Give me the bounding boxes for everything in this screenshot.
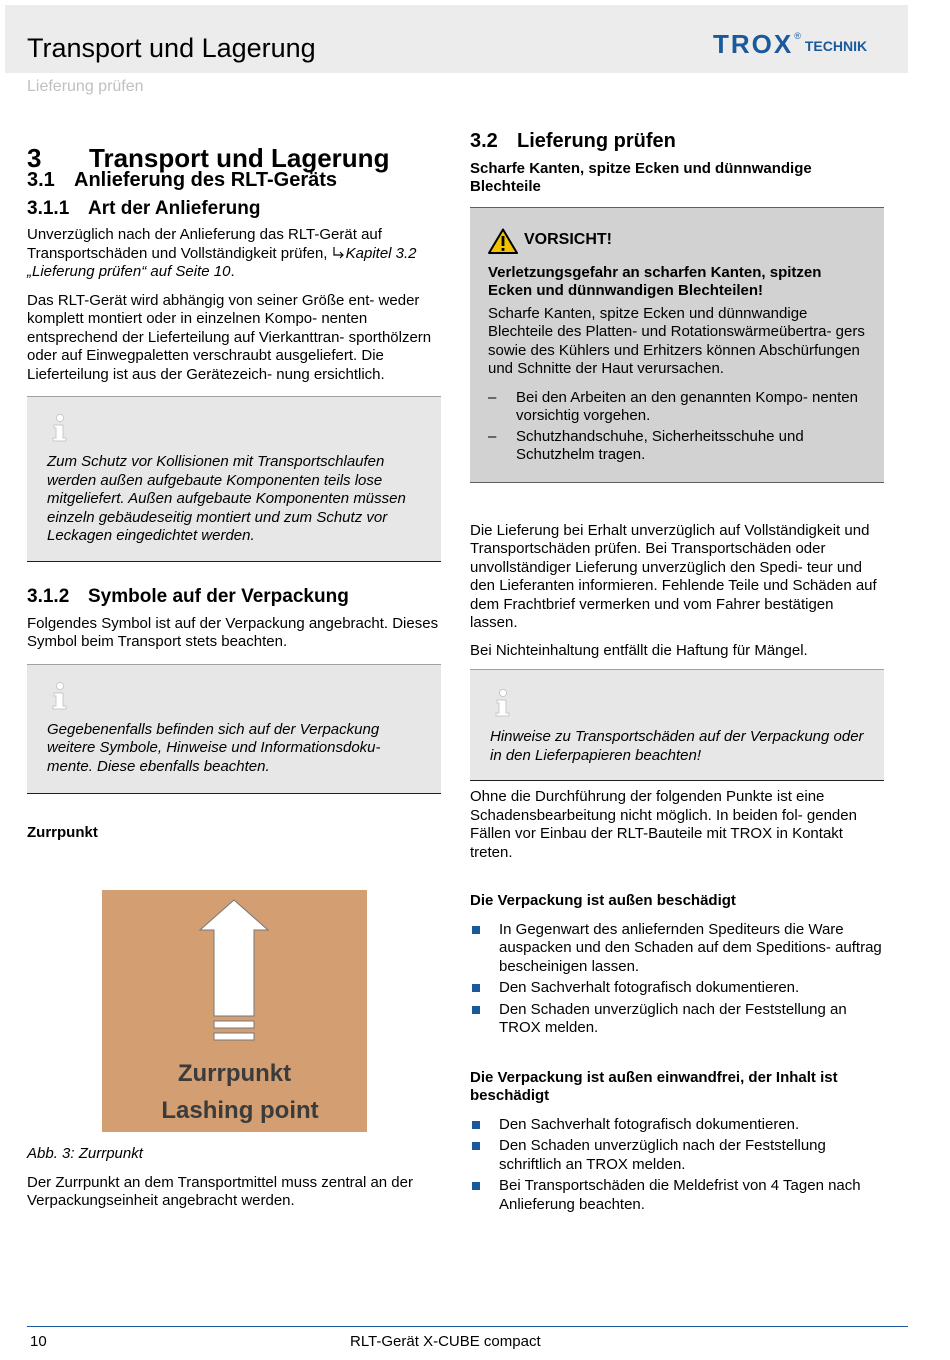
outer-damage-heading: Die Verpackung ist außen beschädigt [470, 892, 736, 909]
list-item [470, 1137, 884, 1174]
info-icon [47, 681, 69, 711]
warning-box [470, 207, 884, 483]
delivery-text: Unverzüglich nach der Anlieferung das RLT-Gerät auf Transportschäden und Vollständigkeit prüfen, [27, 226, 382, 262]
info-icon [47, 413, 69, 443]
info-box-transport-damage [470, 669, 884, 781]
delivery-method-paragraph: Das RLT-Gerät wird abhängig von seiner Größe ent- weder komplett montiert oder in einzelnen Kompo- nenten entsprechend der Lieferteilung auf Vierkanttran- sporthölzern oder auf Einwegpaletten verschraubt ausgeliefert. Die Lieferteilung ist aus der Gerätezeich- nung ersichtlich. [27, 291, 432, 383]
list-item: – Bei den Arbeiten an den genannten Kompo- nenten vorsichtig vorgehen. [488, 389, 866, 426]
damage-processing-paragraph: Ohne die Durchführung der folgenden Punkte ist eine Schadensbearbeitung nicht möglich. In beiden fol- genden Fällen vor Einbau der RLT-Bauteile mit TROX in Kontakt treten. [470, 788, 857, 861]
section-number: 3.1 [27, 169, 55, 191]
lashing-label-de: Zurrpunkt [177, 1060, 292, 1087]
bullet-square-icon [470, 1177, 499, 1214]
warning-measures-list [488, 389, 866, 465]
list-item-text: Den Sachverhalt fotografisch dokumentieren. [499, 979, 800, 996]
bullet-square-icon [470, 979, 499, 998]
chapter-title: Transport und Lagerung [89, 142, 390, 173]
chapter-heading [27, 133, 441, 173]
figure-caption-block [27, 1145, 441, 1211]
list-item-text: Den Sachverhalt fotografisch dokumentieren. [499, 1115, 800, 1133]
trox-logo [713, 29, 868, 59]
delivery-text-end: . [230, 263, 235, 280]
warning-header [488, 228, 866, 254]
chapter-number: 3 [27, 142, 42, 173]
lashing-paragraph: Der Zurrpunkt an dem Transportmittel muss zentral an der Verpackungseinheit angebracht werden. [27, 1173, 413, 1209]
footer-divider [27, 1326, 908, 1327]
warning-triangle-icon [488, 228, 518, 254]
section-title: Lieferung prüfen [517, 130, 676, 152]
section-heading-3-2 [470, 132, 884, 151]
list-item [470, 1001, 884, 1038]
inner-damage-list [470, 1116, 884, 1215]
info-text-symbols: Gegebenenfalls befinden sich auf der Verpackung weitere Symbole, Hinweise und Informationsdoku- mente. Diese ebenfalls beachten. [47, 720, 381, 775]
link-arrow-icon [332, 246, 346, 260]
list-item-text: In Gegenwart des anliefernden Spediteurs die Ware auspacken und den Schaden auf dem Speditions- auftrag bescheinigen lassen. [499, 920, 882, 975]
delivery-paragraph [27, 226, 441, 282]
right-column [470, 130, 884, 1217]
subsection-number: 3.1.2 [27, 586, 70, 607]
figure-caption: Abb. 3: Zurrpunkt [27, 1145, 143, 1162]
info-icon [490, 688, 512, 718]
info-text-transport-damage: Hinweise zu Transportschäden auf der Verpackung oder in den Lieferpapieren beachten! [490, 728, 864, 764]
section-title: Anlieferung des RLT-Geräts [74, 169, 338, 191]
document-title: RLT-Gerät X-CUBE compact [350, 1333, 541, 1350]
logo-sub-text: TECHNIK [804, 38, 868, 54]
list-item-text: Bei Transportschäden die Meldefrist von 4 Tagen nach Anlieferung beachten. [499, 1177, 861, 1213]
warning-text: Scharfe Kanten, spitze Ecken und dünnwandige Blechteile des Platten- und Rotationswärmeübertra- gers sowie des Kühlers und Erhitzers können Abschürfungen und Schnitte der Haut verursachen. [488, 304, 865, 377]
left-column [27, 130, 441, 842]
bullet-square-icon [470, 1137, 499, 1174]
zurrpunkt-heading: Zurrpunkt [27, 823, 98, 841]
outer-damage-list [470, 921, 884, 1038]
list-item [470, 921, 884, 977]
logo-registered-mark: ® [794, 31, 801, 41]
subsection-heading-3-1-1 [27, 197, 441, 219]
lashing-label-en: Lashing point [161, 1097, 319, 1124]
section-heading-3-1 [27, 171, 441, 190]
info-box-symbols [27, 664, 441, 794]
info-box-collisions [27, 396, 441, 562]
inner-damage-heading: Die Verpackung ist außen einwandfrei, der Inhalt ist beschädigt [470, 1068, 838, 1104]
list-item [470, 1116, 884, 1135]
list-item: – Schutzhandschuhe, Sicherheitsschuhe und Schutzhelm tragen. [488, 428, 866, 465]
symbols-paragraph: Folgendes Symbol ist auf der Verpackung angebracht. Dieses Symbol beim Transport stets beachten. [27, 614, 439, 650]
bullet-square-icon [470, 1116, 499, 1135]
up-arrow-icon [102, 890, 367, 1132]
info-text-collisions: Zum Schutz vor Kollisionen mit Transportschlaufen werden außen aufgebaute Komponenten teils lose mitgeliefert. Außen aufgebaute Komponenten müssen einzeln gebäudeseitig montiert und zum Schutz vor Leckagen eingedichtet werden. [47, 453, 406, 544]
warning-label: VORSICHT! [524, 231, 612, 249]
list-item-text: Den Schaden unverzüglich nach der Feststellung an TROX melden. [499, 1000, 847, 1036]
subsection-title: Symbole auf der Verpackung [88, 586, 349, 607]
subsection-heading-3-1-2 [27, 588, 441, 607]
list-item [470, 1177, 884, 1214]
list-item [470, 979, 884, 998]
sharp-edges-heading: Scharfe Kanten, spitze Ecken und dünnwandige Blechteile [470, 159, 812, 195]
warning-title: Verletzungsgefahr an scharfen Kanten, spitzen Ecken und dünnwandigen Blechteilen! [488, 263, 822, 299]
chapter-link[interactable]: Kapitel 3.2 „Lieferung prüfen“ auf Seite 10 [27, 244, 417, 280]
lashing-point-symbol [102, 890, 367, 1132]
subsection-number: 3.1.1 [27, 197, 70, 219]
page-number: 10 [30, 1333, 47, 1350]
page-header-subtitle: Lieferung prüfen [27, 78, 144, 95]
bullet-square-icon [470, 921, 499, 977]
page-header-title: Transport und Lagerung [27, 33, 316, 63]
list-item-text: Den Schaden unverzüglich nach der Feststellung schriftlich an TROX melden. [499, 1137, 826, 1173]
section-number: 3.2 [470, 130, 498, 152]
subsection-title: Art der Anlieferung [88, 197, 261, 219]
list-item-text: Bei den Arbeiten an den genannten Kompo- nenten vorsichtig vorgehen. [516, 388, 858, 424]
bullet-square-icon [470, 1001, 499, 1038]
liability-paragraph: Bei Nichteinhaltung entfällt die Haftung für Mängel. [470, 641, 808, 659]
logo-main-text: TROX [713, 29, 794, 59]
list-item-text: Schutzhandschuhe, Sicherheitsschuhe und Schutzhelm tragen. [516, 427, 804, 463]
check-delivery-paragraph: Die Lieferung bei Erhalt unverzüglich auf Vollständigkeit und Transportschäden prüfen. Bei Transportschäden oder unvollständiger Lieferung unverzüglich den Spedi- teur und den Lieferanten informieren. Fehlende Teile und Schäden auf dem Frachtbrief vermerken und vom Fahrer bestätigen lassen. [470, 521, 877, 631]
